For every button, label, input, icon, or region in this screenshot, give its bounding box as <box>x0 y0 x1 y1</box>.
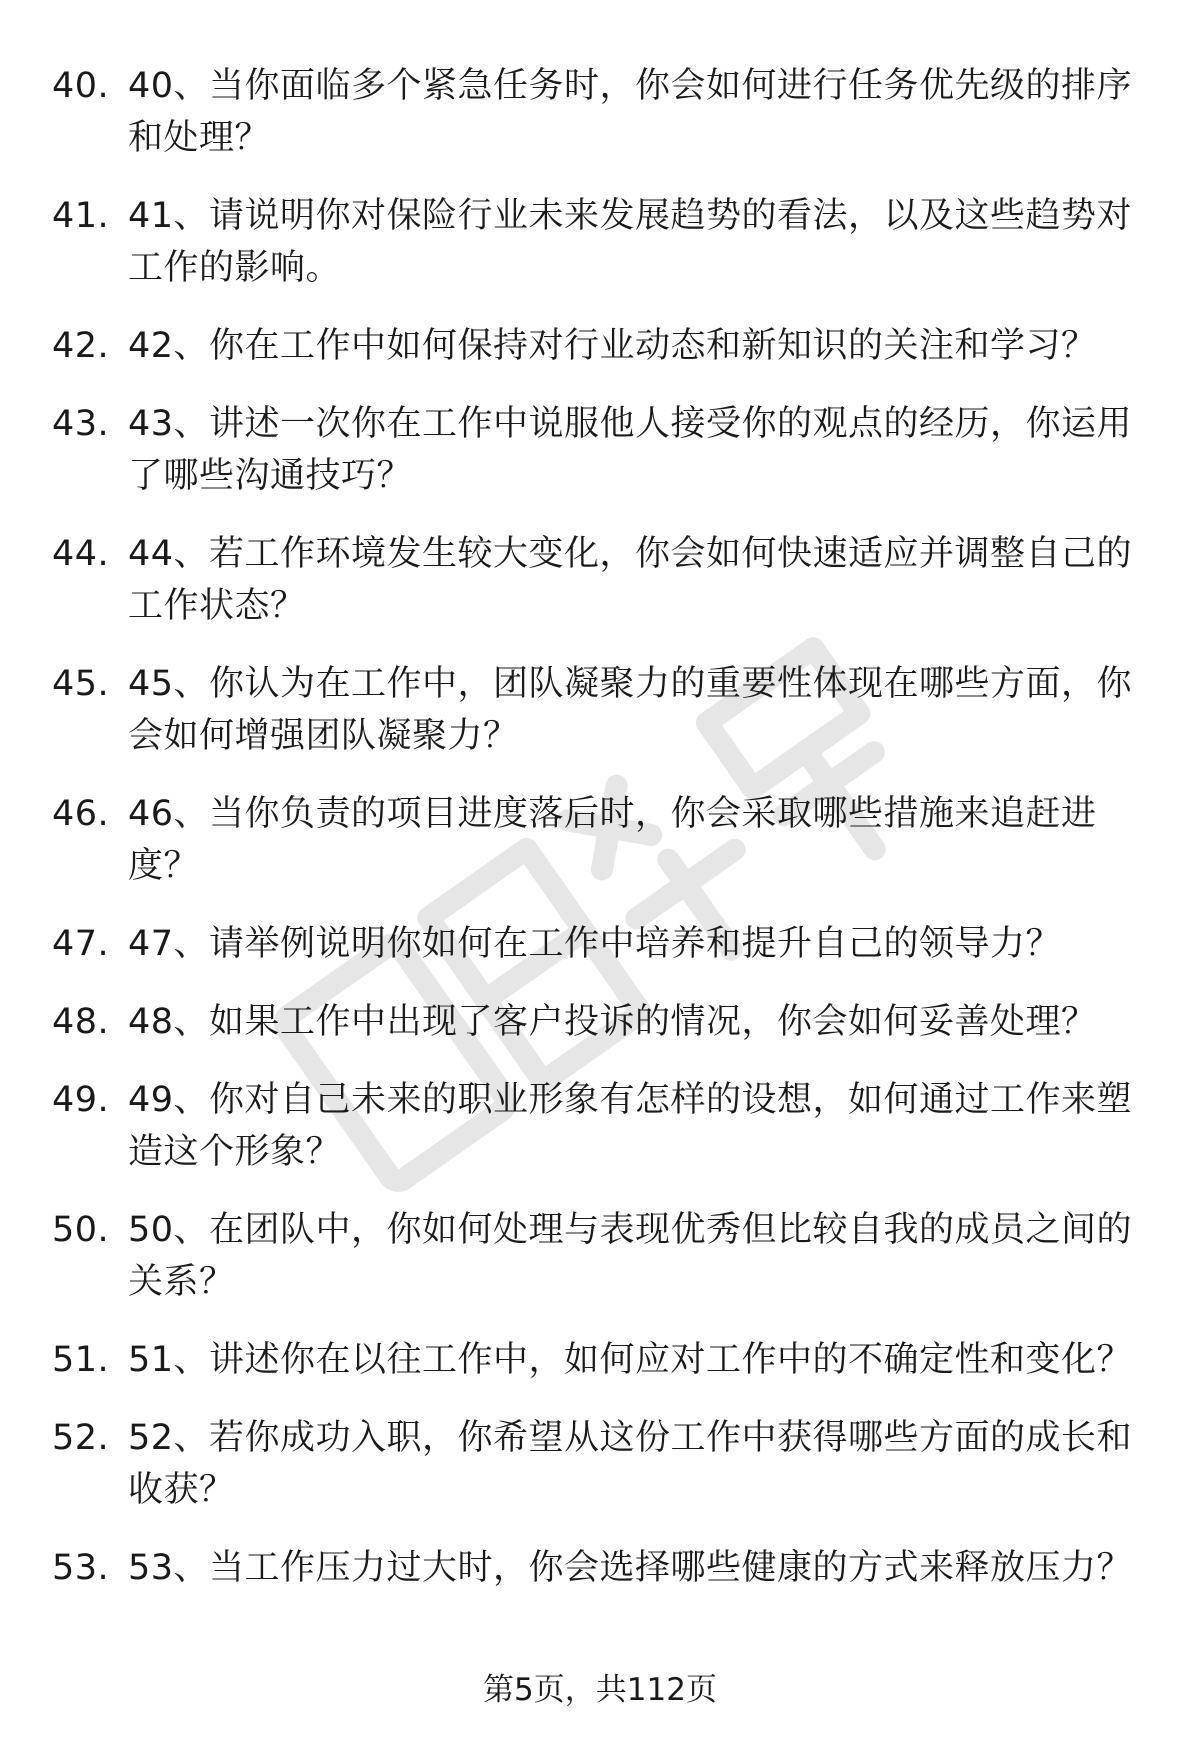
question-text: 42、你在工作中如何保持对行业动态和新知识的关注和学习？ <box>128 326 1097 366</box>
question-item <box>0 398 1200 502</box>
question-text: 45、你认为在工作中，团队凝聚力的重要性体现在哪些方面，你会如何增强团队凝聚力？ <box>128 664 1133 756</box>
question-item <box>0 1074 1200 1178</box>
question-number: 49. <box>52 1080 110 1120</box>
question-number: 44. <box>52 534 110 574</box>
question-text: 49、你对自己未来的职业形象有怎样的设想，如何通过工作来塑造这个形象？ <box>128 1080 1133 1172</box>
question-item <box>0 528 1200 632</box>
question-text: 41、请说明你对保险行业未来发展趋势的看法，以及这些趋势对工作的影响。 <box>128 196 1133 288</box>
question-item <box>0 320 1200 372</box>
question-text: 53、当工作压力过大时，你会选择哪些健康的方式来释放压力？ <box>128 1548 1133 1588</box>
question-number: 45. <box>52 664 110 704</box>
question-item <box>0 1334 1200 1386</box>
question-number: 40. <box>52 66 110 106</box>
question-text: 40、当你面临多个紧急任务时，你会如何进行任务优先级的排序和处理？ <box>128 66 1133 158</box>
question-text: 52、若你成功入职，你希望从这份工作中获得哪些方面的成长和收获？ <box>128 1418 1133 1510</box>
question-text: 50、在团队中，你如何处理与表现优秀但比较自我的成员之间的关系？ <box>128 1210 1133 1302</box>
question-number: 41. <box>52 196 110 236</box>
question-number: 42. <box>52 326 110 366</box>
question-number: 50. <box>52 1210 110 1250</box>
question-item <box>0 996 1200 1048</box>
question-text: 47、请举例说明你如何在工作中培养和提升自己的领导力？ <box>128 924 1062 964</box>
question-number: 51. <box>52 1340 110 1380</box>
question-text: 46、当你负责的项目进度落后时，你会采取哪些措施来追赶进度？ <box>128 794 1097 886</box>
question-number: 46. <box>52 794 110 834</box>
question-item <box>0 1542 1200 1594</box>
question-item <box>0 918 1200 970</box>
question-text: 44、若工作环境发生较大变化，你会如何快速适应并调整自己的工作状态？ <box>128 534 1133 626</box>
question-text: 48、如果工作中出现了客户投诉的情况，你会如何妥善处理？ <box>128 1002 1097 1042</box>
question-list <box>0 60 1200 1620</box>
question-number: 48. <box>52 1002 110 1042</box>
page-footer: 第5页，共112页 <box>483 1672 717 1708</box>
question-item <box>0 658 1200 762</box>
question-number: 52. <box>52 1418 110 1458</box>
question-item <box>0 60 1200 164</box>
question-number: 53. <box>52 1548 110 1588</box>
question-number: 47. <box>52 924 110 964</box>
question-text: 51、讲述你在以往工作中，如何应对工作中的不确定性和变化？ <box>128 1340 1133 1380</box>
question-number: 43. <box>52 404 110 444</box>
question-item <box>0 788 1200 892</box>
question-text: 43、讲述一次你在工作中说服他人接受你的观点的经历，你运用了哪些沟通技巧？ <box>128 404 1133 496</box>
question-item <box>0 190 1200 294</box>
question-item <box>0 1204 1200 1308</box>
question-item <box>0 1412 1200 1516</box>
